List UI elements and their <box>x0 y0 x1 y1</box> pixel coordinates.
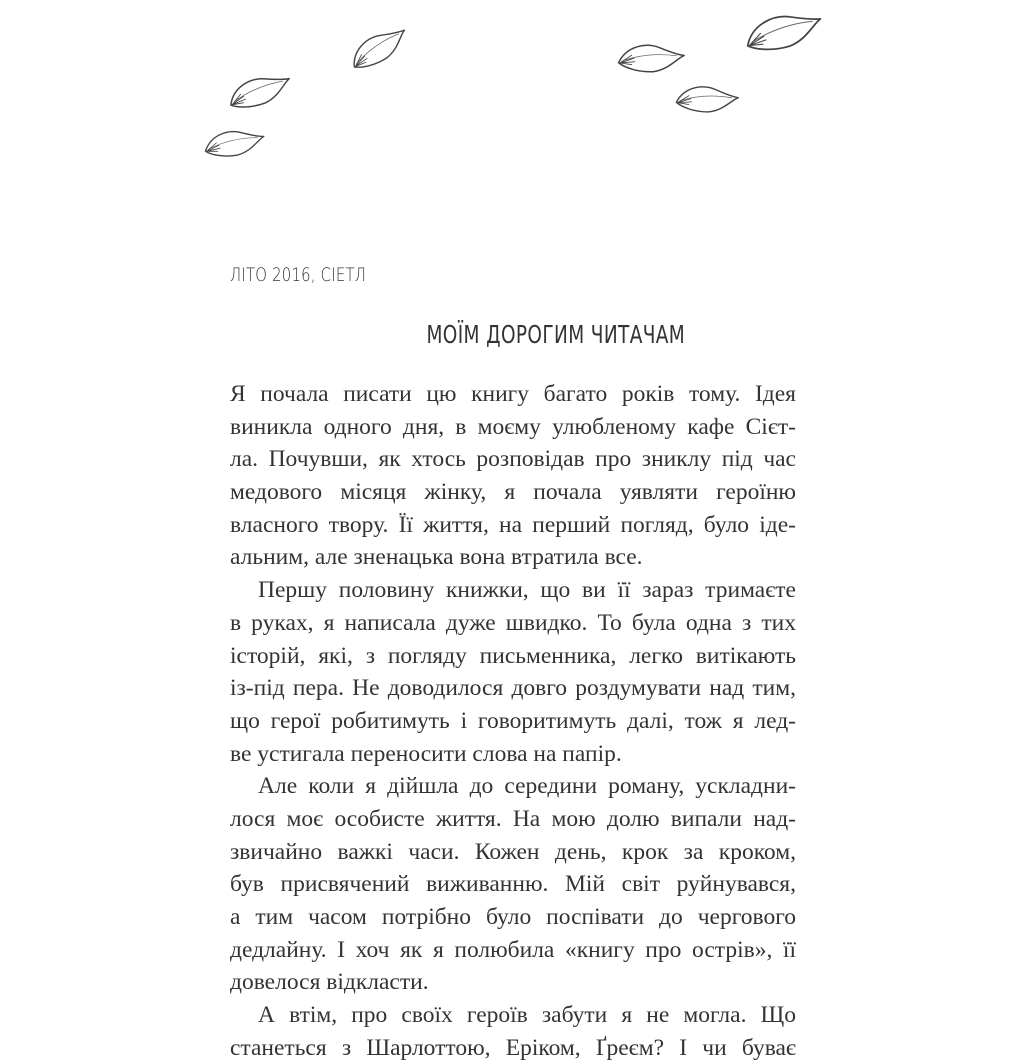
text-line: що герої робитимуть і говоритимуть далі, тож я лед- <box>230 707 796 734</box>
text-line: виникла одного дня, в моєму улюбленому кафе Сієт- <box>230 413 796 440</box>
title-text: МОЇМ ДОРОГИМ ЧИТАЧАМ <box>426 320 686 349</box>
text-line: А втім, про своїх героїв забути я не могла. Що <box>258 1002 796 1029</box>
petal-icon <box>340 16 415 79</box>
page-title <box>0 320 1024 349</box>
petal-icon <box>670 76 744 120</box>
text-line: лося моє особисте життя. На мою долю випали над- <box>230 805 796 832</box>
petal-icon <box>741 6 825 54</box>
text-line: а тим часом потрібно було поспівати до чергового <box>230 904 796 930</box>
text-line: в руках, я написала дуже швидко. То була одна з тих <box>230 609 796 636</box>
text-line: історій, які, з погляду письменника, легко витікають <box>230 642 796 669</box>
paragraph <box>230 574 796 770</box>
text-line: дедлайну. І хоч як я полюбила «книгу про острів», її <box>230 936 796 963</box>
text-line: Але коли я дійшла до середини роману, ускладни- <box>258 773 796 800</box>
text-line: був присвячений виживанню. Мій світ руйнувався, <box>230 871 796 898</box>
petal-icon <box>203 126 265 158</box>
text-line: медового місяця жінку, я почала уявляти героїню <box>230 479 796 506</box>
text-line: звичайно важкі часи. Кожен день, крок за кроком, <box>230 838 796 865</box>
text-line: Я почала писати цю книгу багато років тому. Ідея <box>230 381 796 407</box>
text-line: станеться з Шарлоттою, Еріком, Ґреєм? І чи буває <box>230 1034 796 1061</box>
body-text <box>230 378 796 1064</box>
text-line: ла. Почувши, як хтось розповідав про зниклу під час <box>230 446 796 473</box>
petal-icon <box>612 35 690 79</box>
text-line: довелося відкласти. <box>230 969 429 996</box>
text-line: ве устигала переносити слова на папір. <box>230 740 622 767</box>
paragraph <box>230 378 796 574</box>
dateline: ЛІТО 2016, СІЕТЛ <box>230 264 367 286</box>
text-line: Першу половину книжки, що ви її зараз тримаєте <box>258 577 796 604</box>
text-line: альним, але зненацька вона втратила все. <box>230 544 643 571</box>
paragraph <box>230 770 796 999</box>
petal-icon <box>223 65 295 116</box>
text-line: власного твору. Її життя, на перший погляд, було іде- <box>230 511 796 538</box>
text-line: із-під пера. Не доводилося довго роздумувати над тим, <box>230 675 796 702</box>
paragraph <box>230 999 796 1064</box>
